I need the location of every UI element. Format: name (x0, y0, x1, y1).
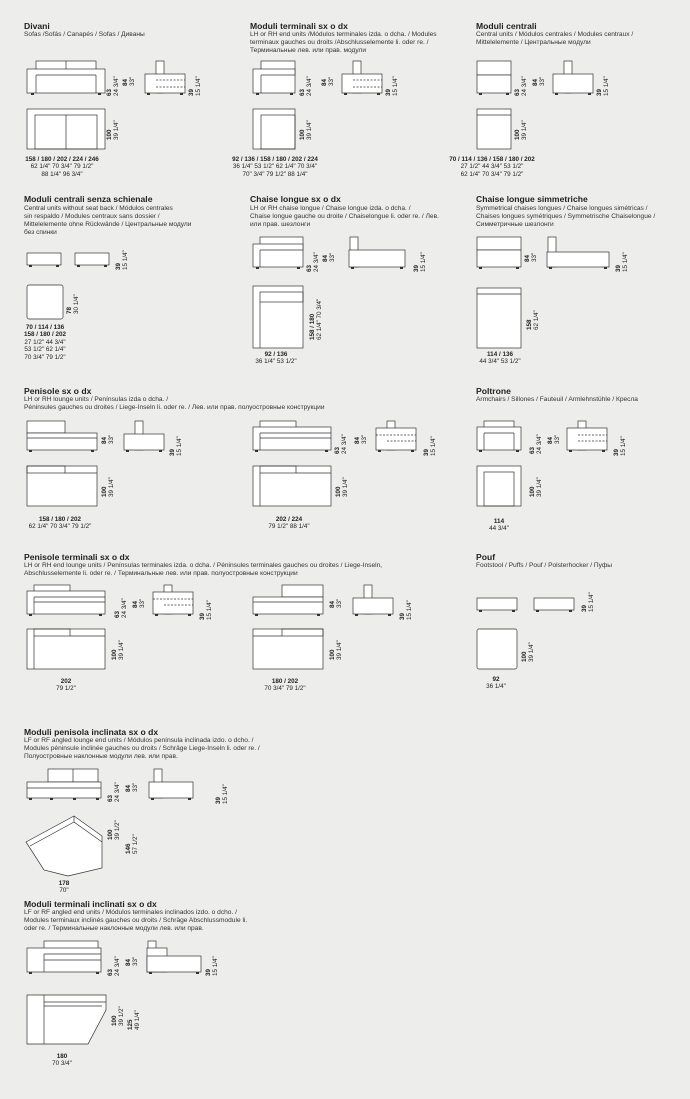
section-title: Moduli penisola inclinata sx o dx (24, 727, 159, 737)
dim-seat: 39 15 1/4" (199, 600, 213, 620)
armchair-plan-drawing (476, 465, 522, 507)
section-title: Moduli terminali sx o dx (250, 21, 348, 31)
dim-depth: 100 39 1/4" (101, 477, 115, 497)
sofa-plan-drawing (26, 108, 106, 150)
angled-lounge-side-drawing (148, 768, 194, 802)
dim-depth: 158 / 180 62 1/4" 70 3/4" (309, 298, 323, 340)
width-list: 70 / 114 / 136 / 158 / 180 / 202 27 1/2" 44 3/4" 53 1/2" 62 1/4" 70 3/4" 79 1/2" (449, 156, 535, 178)
section-title: Moduli terminali inclinati sx o dx (24, 899, 157, 909)
section-title: Divani (24, 21, 50, 31)
backless-plan-drawing (26, 284, 64, 320)
section-subtitle: или прав. шезлонги (250, 221, 311, 228)
width-list: 202 79 1/2" (56, 678, 76, 693)
dim-height-back: 84 33" (321, 76, 335, 86)
central-unit-front-drawing (476, 60, 512, 98)
dim-seat: 39 15 1/4" (613, 436, 627, 456)
section-subtitle: LH or RH end units /Módulos terminales izda. o dcha. / Modules (250, 31, 437, 38)
section-subtitle: Sofas /Sofás / Canapés / Sofas / Диваны (24, 31, 145, 38)
dim-depth: 100 39 1/2" (111, 1006, 125, 1026)
section-subtitle: sin respaldo / Modules centraux sans dossier / (24, 213, 160, 220)
width-list: 178 70" (58, 880, 70, 895)
dim-height-seat: 63 24 3/4" (107, 956, 121, 976)
dim-height-back: 84 33" (322, 252, 336, 262)
backless-front-drawing (26, 252, 62, 268)
dim-depth: 100 39 1/4" (529, 477, 543, 497)
section-subtitle: Mittelelemente ohne Rückwände / Центральные модули (24, 221, 192, 228)
dim-height-back: 84 33" (132, 598, 146, 608)
section-title: Moduli centrali senza schienale (24, 194, 153, 204)
section-subtitle: LH or RH lounge units / Penínsulas izda o dcha. / (24, 396, 169, 403)
width-list: 180 / 202 70 3/4" 79 1/2" (264, 678, 306, 693)
width-list: 114 / 136 44 3/4" 53 1/2" (479, 351, 521, 366)
lounge-plan-drawing (26, 465, 98, 507)
width-list: 92 / 136 36 1/4" 53 1/2" (255, 351, 297, 366)
width-list: 180 70 3/4" (52, 1053, 72, 1068)
section-subtitle: Chaises longues symétriques / Symmetrische Chaiselongue / (476, 213, 656, 220)
dim-height-back: 84 33" (532, 76, 546, 86)
dim-height-back: 84 33" (122, 76, 136, 86)
dim-seat: 39 15 1/4" (188, 76, 202, 96)
lounge-armrest-side-drawing (375, 420, 417, 454)
dim-depth: 100 39 1/4" (106, 120, 120, 140)
dim-depth: 100 39 1/4" (521, 642, 535, 662)
dim-depth: 78 30 1/4" (66, 294, 80, 314)
central-unit-plan-drawing (476, 108, 512, 150)
section-title: Penisole terminali sx o dx (24, 552, 130, 562)
pouf-plan-drawing (476, 628, 518, 670)
dim-height-back: 84 33" (125, 956, 139, 966)
armchair-side-drawing (566, 420, 608, 454)
end-unit-front-drawing (252, 60, 296, 98)
sym-chaise-front-drawing (476, 236, 522, 272)
dim-height-back: 84 33" (524, 252, 538, 262)
dim-seat: 39 15 1/4" (399, 600, 413, 620)
sym-chaise-plan-drawing (476, 287, 522, 349)
dim-height-seat: 63 24 3/4" (107, 782, 121, 802)
section-subtitle: Footstool / Puffs / Pouf / Polsterhocker / Пуфы (476, 562, 613, 569)
dim-height-seat: 63 24 3/4" (106, 76, 120, 96)
section-title: Pouf (476, 552, 496, 562)
dim-height-back: 84 33" (329, 598, 343, 608)
dim-depth: 158 62 1/4" (526, 310, 540, 330)
width-list: 158 / 180 / 202 62 1/4" 70 3/4" 79 1/2" (28, 516, 92, 531)
end-lounge-front-drawing (26, 584, 106, 618)
width-list: 202 / 224 79 1/2" 88 1/4" (268, 516, 310, 531)
dim-seat: 39 15 1/4" (115, 250, 129, 270)
angled-end-plan-drawing (26, 994, 108, 1046)
section-title: Chaise longue simmetriche (476, 194, 588, 204)
dim-height-back: 84 33" (101, 434, 115, 444)
section-subtitle: LH or RH end lounge units / Penínsulas terminales izda. o dcha. / Péninsules terminales gauches ou droites / Liege-Inseln, (24, 562, 383, 569)
armchair-front-drawing (476, 420, 522, 454)
dim-height-seat: 63 24 3/4" (299, 76, 313, 96)
dim-height-back: 84 33" (125, 782, 139, 792)
dim-height-seat: 63 24 3/4" (529, 434, 543, 454)
lounge-armrest-plan-drawing (252, 465, 332, 507)
dim-seat: 39 15 1/4" (385, 76, 399, 96)
dim-depth-angled: 125 49 1/4" (127, 1010, 141, 1030)
dim-seat: 39 15 1/4" (423, 436, 437, 456)
section-subtitle: terminaux gauches ou droits /Abschlusselemente li. oder re. / (250, 39, 429, 46)
dim-depth: 100 39 1/4" (299, 120, 313, 140)
angled-end-side-drawing (146, 940, 202, 976)
lounge-side-drawing (123, 420, 165, 454)
section-subtitle: oder re. / Терминальные наклонные модули лев. или прав. (24, 925, 204, 932)
section-subtitle: Central units / Módulos centrales / Modules centraux / (476, 31, 634, 38)
backless-side-drawing (74, 252, 110, 268)
section-title: Moduli centrali (476, 21, 537, 31)
end-lounge-b-plan-drawing (252, 628, 324, 670)
width-list: 92 / 136 / 158 / 180 / 202 / 224 36 1/4" 53 1/2" 62 1/4" 70 3/4" 70" 3/4" 79 1/2" 88 1/4" (232, 156, 318, 178)
end-lounge-plan-drawing (26, 628, 106, 670)
angled-lounge-plan-drawing (24, 812, 104, 878)
width-list: 158 / 180 / 202 / 224 / 246 62 1/4" 70 3/4" 79 1/2" 88 1/4" 96 3/4" (25, 156, 99, 178)
section-title: Poltrone (476, 386, 511, 396)
angled-end-front-drawing (26, 940, 102, 976)
pouf-front-drawing (476, 597, 518, 613)
dim-height-seat: 63 24 3/4" (334, 434, 348, 454)
dim-seat: 39 15 1/4" (169, 436, 183, 456)
lounge-armrest-front-drawing (252, 420, 332, 454)
section-subtitle: Полуостровные наклонные модули лев. или прав. (24, 753, 178, 760)
dim-depth: 100 39 1/2" (107, 820, 121, 840)
section-subtitle: LF or RF angled lounge end units / Módulos península inclinada izdo. o dcho. / (24, 737, 254, 744)
lounge-front-drawing (26, 420, 98, 454)
sofa-side-drawing (144, 60, 186, 98)
end-lounge-side-drawing (152, 584, 194, 618)
dim-height-back: 84 33" (354, 434, 368, 444)
dim-height-seat: 63 24 3/4" (114, 598, 128, 618)
section-subtitle: Modules terminaux inclinés gauches ou droits / Schräge Abschlussmodule li. (24, 917, 248, 924)
section-subtitle: Modules péninsule inclinée gauches ou droits / Schräge Liege-Inseln li. oder re. / (24, 745, 260, 752)
width-list: 114 44 3/4" (489, 518, 509, 533)
end-unit-side-drawing (341, 60, 383, 98)
section-subtitle: Симметричные шезлонги (476, 221, 554, 228)
section-subtitle: Chaise longue gauche ou droite / Chaiselongue li. oder re. / Лев. (250, 213, 439, 220)
dim-seat: 39 15 1/4" (413, 252, 427, 272)
sym-chaise-side-drawing (546, 236, 610, 272)
section-subtitle: Central units without seat back / Módulos centrales (24, 205, 173, 212)
dim-seat: 39 15 1/4" (205, 956, 219, 976)
section-subtitle: LH or RH chaise longue / Chaise longue izda. o dcha. / (250, 205, 411, 212)
section-subtitle: Терминальные лев. или прав. модули (250, 47, 367, 54)
dim-depth: 100 39 1/4" (329, 640, 343, 660)
section-subtitle: Mittelelemente / Центральные модули (476, 39, 591, 46)
angled-lounge-front-drawing (26, 768, 102, 802)
section-subtitle: Armchairs / Sillones / Fauteuil / Armlehnstühle / Кресла (476, 396, 638, 403)
dim-seat: 39 15 1/4" (615, 252, 629, 272)
section-subtitle: Symmetrical chaises longues / Chaise longues simétricas / (476, 205, 648, 212)
end-lounge-b-front-drawing (252, 584, 324, 618)
dim-seat: 39 15 1/4" (596, 76, 610, 96)
dim-height-seat: 63 24 3/4" (306, 252, 320, 272)
end-lounge-b-side-drawing (352, 584, 394, 618)
dim-depth: 100 39 1/4" (111, 640, 125, 660)
central-unit-side-drawing (552, 60, 594, 98)
dim-depth: 100 39 1/4" (514, 120, 528, 140)
chaise-front-drawing (252, 236, 304, 272)
end-unit-plan-drawing (252, 108, 296, 150)
width-list: 92 36 1/4" (486, 676, 506, 691)
dim-depth: 100 39 1/4" (335, 477, 349, 497)
sofa-front-drawing (26, 60, 106, 98)
dim-depth-angled: 146 57 1/2" (125, 834, 139, 854)
dim-seat: 39 15 1/4" (581, 592, 595, 612)
section-subtitle: Péninsules gauches ou droites / Liege-Inseln li. oder re. / Лев. или прав. полуостровные конструкции (24, 404, 325, 411)
dim-height-back: 84 33" (547, 434, 561, 444)
dim-height-seat: 63 24 3/4" (514, 76, 528, 96)
section-subtitle: без спинки (24, 229, 57, 236)
section-subtitle: LF or RF angled end units / Módulos terminales inclinados izdo. o dcho. / (24, 909, 237, 916)
section-title: Penisole sx o dx (24, 386, 92, 396)
chaise-side-drawing (348, 236, 406, 272)
dim-seat: 39 15 1/4" (215, 784, 229, 804)
chaise-plan-drawing (252, 285, 304, 349)
pouf-side-drawing (533, 597, 575, 613)
section-title: Chaise longue sx o dx (250, 194, 341, 204)
section-subtitle: Abschlusselemente li. oder re. / Терминальные лев. или прав. полуостровные конструкции (24, 570, 298, 577)
width-list: 70 / 114 / 136 158 / 180 / 202 27 1/2" 44 3/4" 53 1/2" 62 1/4" 70 3/4" 79 1/2" (23, 324, 66, 361)
